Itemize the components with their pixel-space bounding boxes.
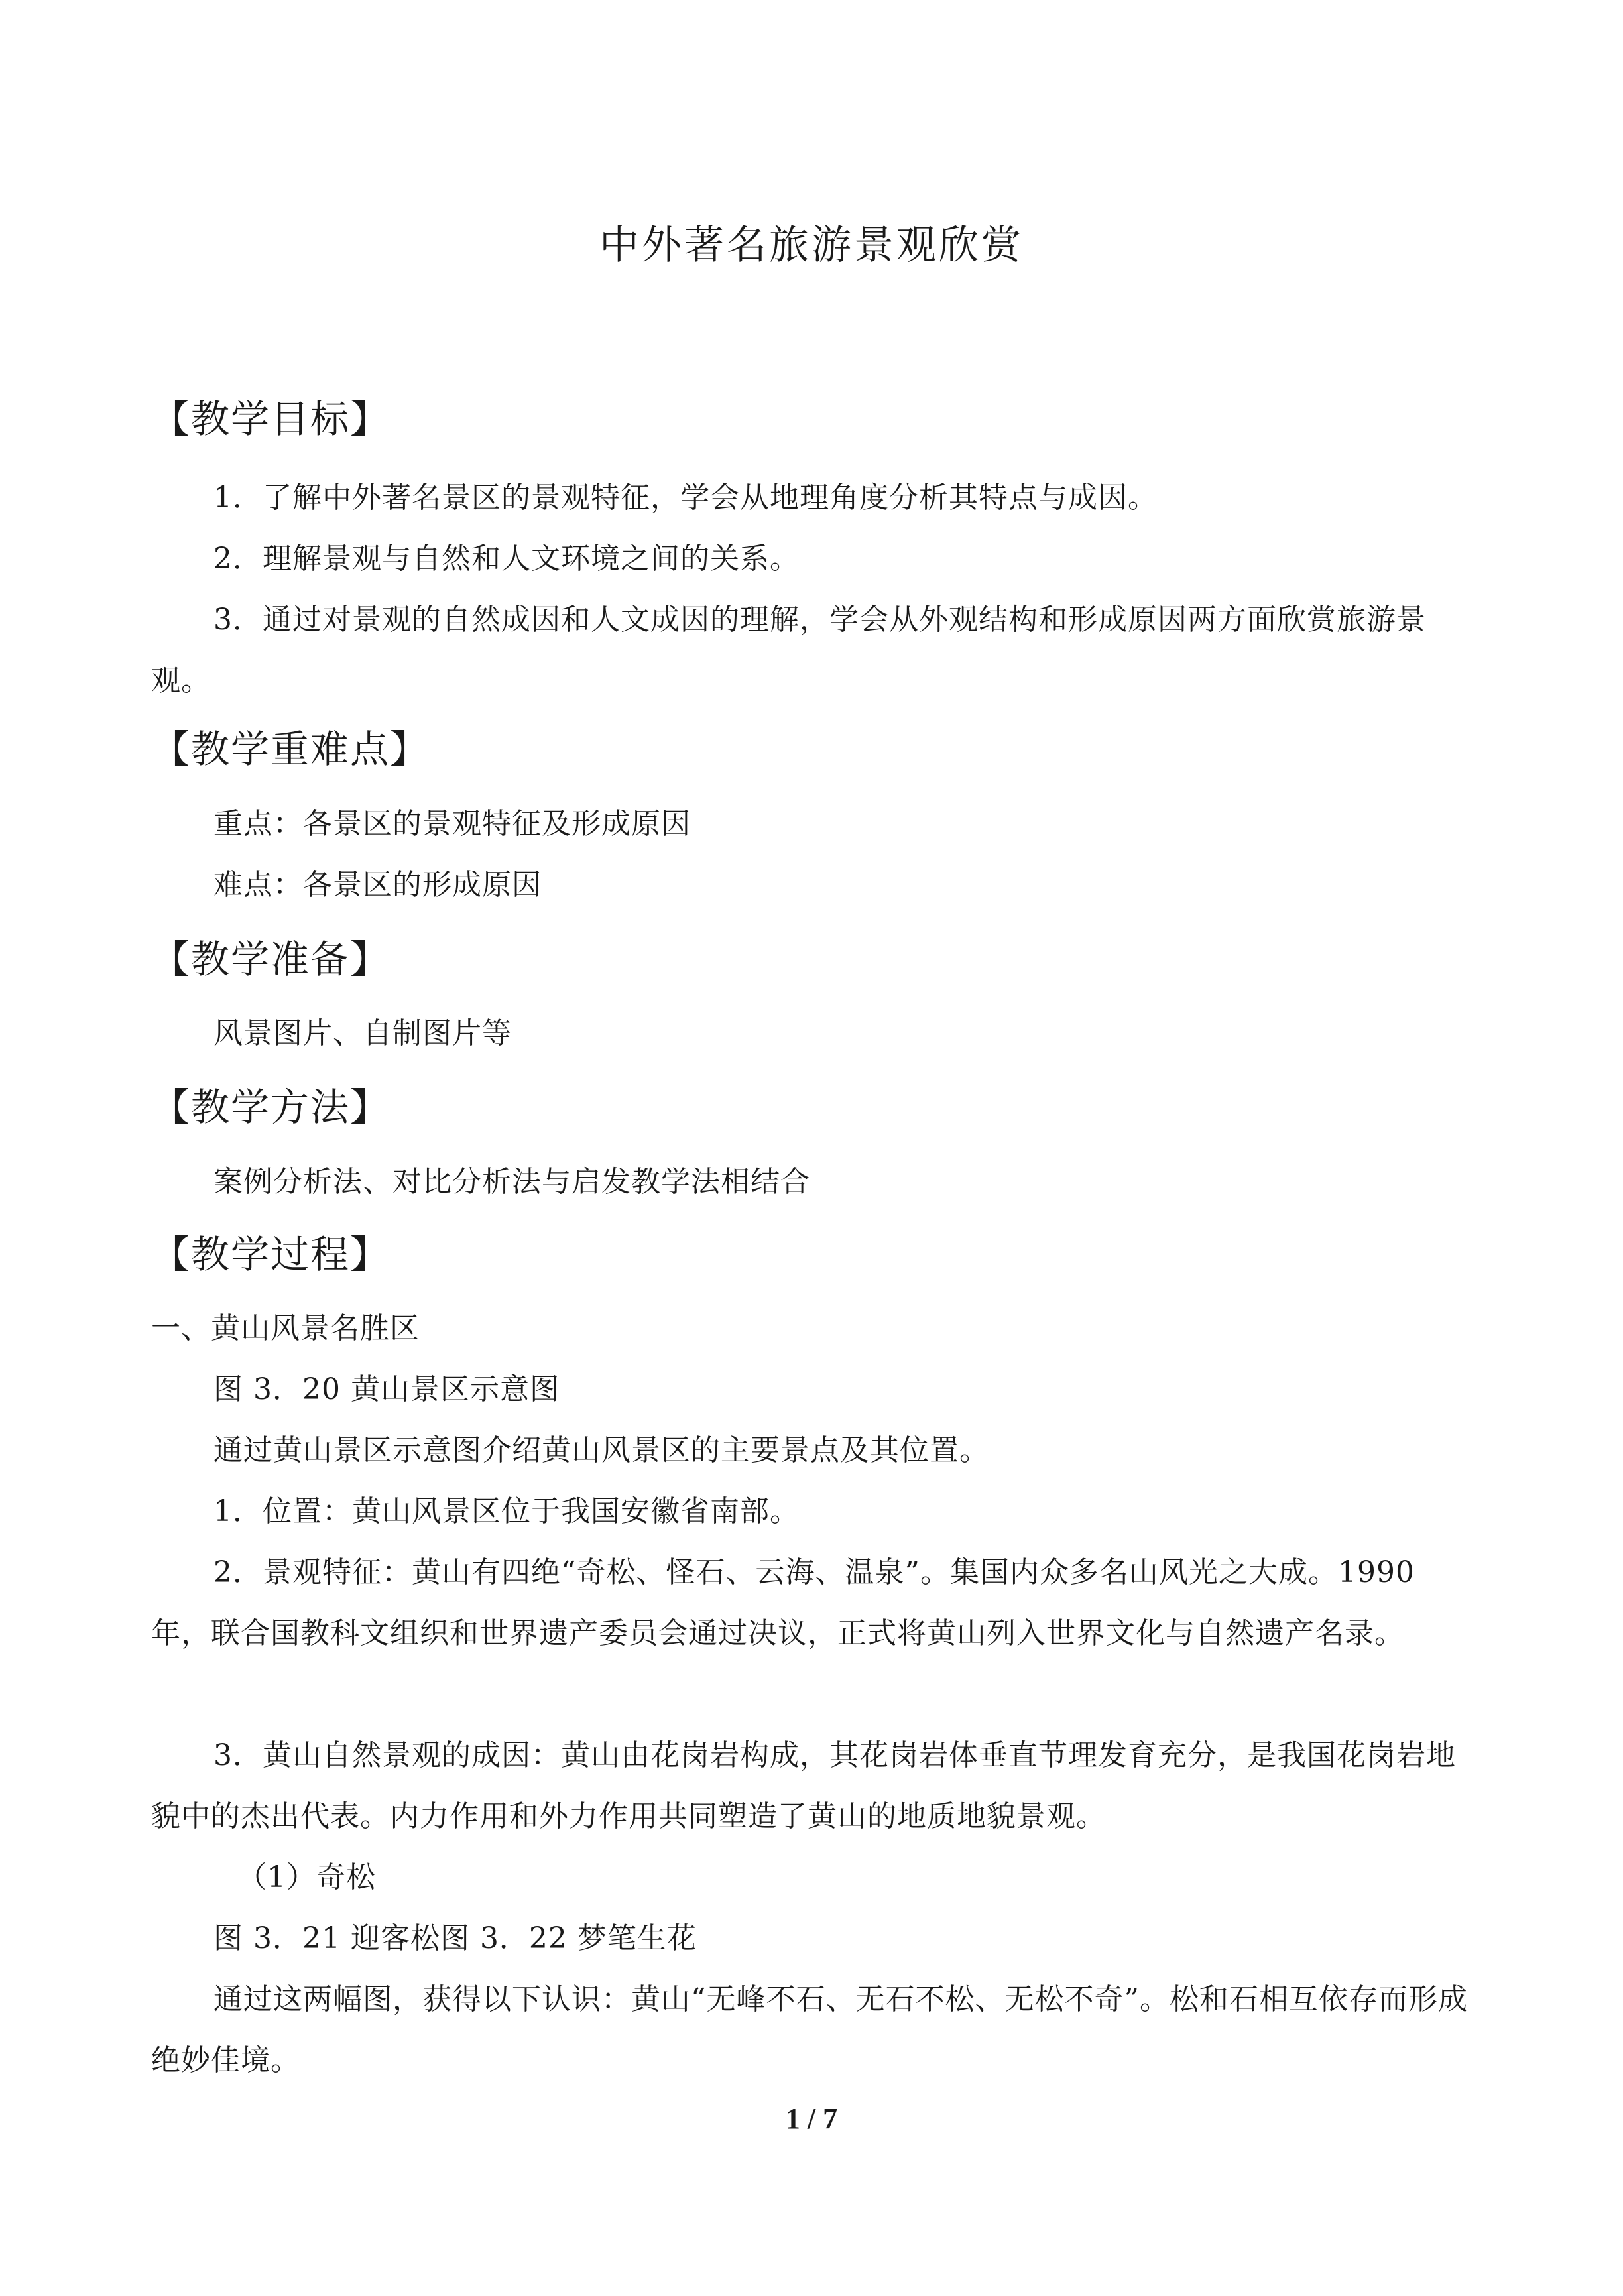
page-number: 1 / 7 bbox=[785, 2102, 838, 2135]
process-line-6: （1）奇松 bbox=[237, 1860, 376, 1894]
preparation-heading: 【教学准备】 bbox=[151, 937, 391, 982]
key-points-heading: 【教学重难点】 bbox=[151, 727, 430, 772]
goal-item-2: 2．理解景观与自然和人文环境之间的关系。 bbox=[213, 542, 800, 575]
page-title: 中外著名旅游景观欣赏 bbox=[599, 222, 1024, 269]
process-subtitle: 一、黄山风景名胜区 bbox=[151, 1311, 420, 1345]
method-text: 案例分析法、对比分析法与启发教学法相结合 bbox=[213, 1165, 810, 1199]
goals-heading: 【教学目标】 bbox=[151, 396, 391, 442]
process-line-8: 通过这两幅图，获得以下认识：黄山“无峰不石、无石不松、无松不奇”。松和石相互依存而形成绝妙佳境。 bbox=[151, 1982, 1468, 2077]
focus-text: 重点：各景区的景观特征及形成原因 bbox=[213, 807, 691, 841]
method-heading: 【教学方法】 bbox=[151, 1085, 391, 1130]
process-line-2: 通过黄山景区示意图介绍黄山风景区的主要景点及其位置。 bbox=[213, 1433, 989, 1467]
process-heading: 【教学过程】 bbox=[151, 1232, 391, 1277]
preparation-text: 风景图片、自制图片等 bbox=[213, 1016, 512, 1050]
process-line-4: 2．景观特征：黄山有四绝“奇松、怪石、云海、温泉”。集国内众多名山风光之大成。1990 年，联合国教科文组织和世界遗产委员会通过决议，正式将黄山列入世界文化与自然遗产名录。 bbox=[151, 1555, 1415, 1650]
goal-item-3: 3．通过对景观的自然成因和人文成因的理解，学会从外观结构和形成原因两方面欣赏旅游景观。 bbox=[151, 603, 1426, 697]
goal-item-1: 1．了解中外著名景区的景观特征，学会从地理角度分析其特点与成因。 bbox=[213, 481, 1158, 514]
process-line-3: 1．位置：黄山风景区位于我国安徽省南部。 bbox=[213, 1494, 800, 1528]
process-line-5: 3．黄山自然景观的成因：黄山由花岗岩构成，其花岗岩体垂直节理发育充分，是我国花岗岩地貌中的杰出代表。内力作用和外力作用共同塑造了黄山的地质地貌景观。 bbox=[151, 1738, 1456, 1833]
process-line-1: 图 3．20 黄山景区示意图 bbox=[213, 1372, 560, 1406]
difficulty-text: 难点：各景区的形成原因 bbox=[213, 868, 542, 902]
process-line-7: 图 3．21 迎客松图 3．22 梦笔生花 bbox=[213, 1921, 697, 1955]
